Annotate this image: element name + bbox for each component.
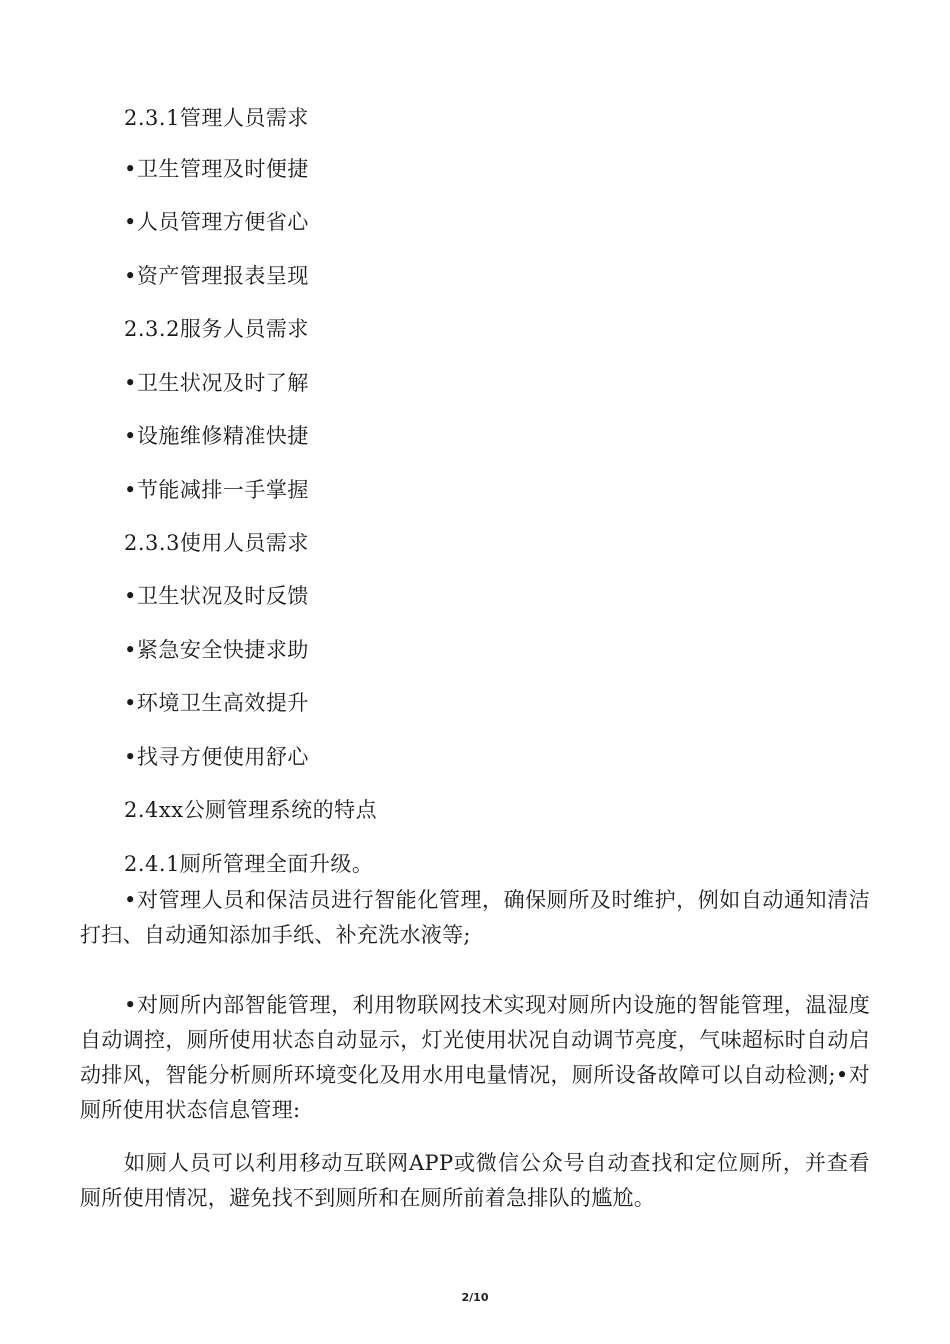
bullet-item: •卫生状况及时了解	[124, 371, 309, 395]
section-heading-2-3-3: 2.3.3使用人员需求	[124, 531, 309, 555]
body-paragraph: •对厕所内部智能管理，利用物联网技术实现对厕所内设施的智能管理，温湿度自动调控，厕所使用状态自动显示，灯光使用状况自动调节亮度，气味超标时自动启动排风，智能分析厕所环境变化及用水用电量情况，厕所设备故障可以自动检测;•对厕所使用状态信息管理:	[80, 993, 870, 1122]
bullet-item: •人员管理方便省心	[124, 210, 309, 234]
section-heading-2-4: 2.4xx公厕管理系统的特点	[124, 798, 378, 822]
section-heading-2-4-1: 2.4.1厕所管理全面升级。	[124, 852, 374, 876]
bullet-item: •找寻方便使用舒心	[124, 745, 309, 769]
bullet-item: •卫生管理及时便捷	[124, 157, 309, 181]
section-heading-2-3-1: 2.3.1管理人员需求	[124, 106, 309, 130]
section-heading-2-3-2: 2.3.2服务人员需求	[124, 317, 309, 341]
body-paragraph: •对管理人员和保洁员进行智能化管理，确保厕所及时维护，例如自动通知清洁打扫、自动通知添加手纸、补充洗水液等;	[80, 888, 870, 947]
body-paragraph: 如厕人员可以利用移动互联网APP或微信公众号自动查找和定位厕所，并查看厕所使用情况，避免找不到厕所和在厕所前着急排队的尴尬。	[80, 1151, 870, 1210]
bullet-item: •环境卫生高效提升	[124, 691, 309, 715]
bullet-item: •紧急安全快捷求助	[124, 638, 309, 662]
bullet-item: •节能减排一手掌握	[124, 478, 309, 502]
page-number: 2/10	[461, 1291, 489, 1304]
bullet-item: •卫生状况及时反馈	[124, 584, 309, 608]
bullet-item: •资产管理报表呈现	[124, 264, 309, 288]
bullet-item: •设施维修精准快捷	[124, 424, 309, 448]
